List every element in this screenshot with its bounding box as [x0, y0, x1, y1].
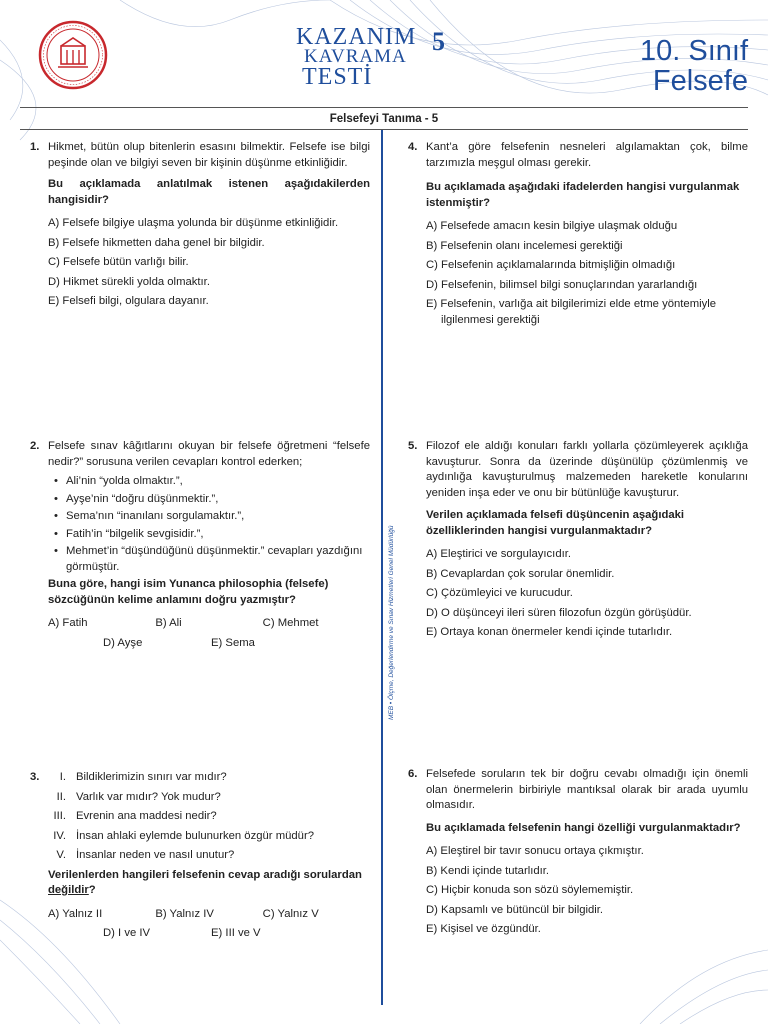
- option-d[interactable]: D) Hikmet sürekli yolda olmaktır.: [48, 275, 210, 288]
- question-6: [408, 767, 748, 942]
- statement: İnsanlar neden ve nasıl unutur?: [76, 849, 235, 861]
- option-b[interactable]: B) Yalnız IV: [155, 907, 214, 920]
- question-stem: Verilenlerden hangileri felsefenin cevap aradığı sorulardan değildir?: [48, 868, 362, 896]
- grade-subject: [640, 36, 748, 96]
- option-d[interactable]: D) Ayşe: [103, 636, 143, 649]
- question-number: 2.: [30, 440, 40, 452]
- question-text: Hikmet, bütün olup bitenlerin esasını bilmektir. Felsefe ise bilgi peşinde olan ve bilgiyi seven bir kişinin düşünme etkinliğidir.: [48, 141, 370, 169]
- bullet-item: • Sema’nın “inanılanı sorgulamaktır.”,: [48, 509, 370, 525]
- options: [48, 907, 370, 942]
- topic-title: Felsefeyi Tanıma - 5: [329, 113, 439, 125]
- header-rule-bottom: [20, 129, 748, 130]
- options: [426, 547, 748, 641]
- question-2: [30, 439, 370, 655]
- underlined-word: değildir: [48, 884, 89, 896]
- roman-numeral: II.: [56, 790, 66, 803]
- option-a[interactable]: A) Felsefe bilgiye ulaşma yolunda bir düşünme etkinliğidir.: [48, 217, 339, 229]
- question-text: Felsefede soruların tek bir doğru cevabı olmadığı için önemli olan önermelerin birbiriyle mantıksal olarak bir arada uyumlu olmasıdır.: [426, 768, 748, 811]
- option-c[interactable]: C) Çözümleyici ve kurucudur.: [426, 587, 573, 599]
- bullet-item: • Mehmet’in “düşündüğünü düşünmektir.” cevapları yazdığını görmüştür.: [48, 544, 370, 575]
- roman-numeral: V.: [56, 849, 66, 861]
- question-stem: Verilen açıklamada felsefi düşüncenin aşağıdaki özelliklerinden hangisi vurgulanmaktadır?: [426, 509, 685, 537]
- statement: Bildiklerimizin sınırı var mıdır?: [76, 771, 227, 783]
- option-d[interactable]: D) Kapsamlı ve bütüncül bir bilgidir.: [426, 903, 604, 916]
- question-text: Filozof ele aldığı konuları farklı yollarla çözümleyerek açıklığa kavuşturur. Sonra da üzerinde düşünülüp çözümlenmiş ve aydınlığa kavuşturulmuş malzemeden hareketle konularını yeniden inşa eder ve onu bir bütünlüğe kavuşturur.: [426, 440, 748, 499]
- option-c[interactable]: C) Felsefenin açıklamalarında bitmişliğin olmadığı: [426, 259, 676, 271]
- option-d[interactable]: D) I ve IV: [103, 927, 151, 939]
- grade-label: 10. Sınıf: [639, 35, 748, 67]
- question-number: 4.: [408, 141, 418, 153]
- question-number: 1.: [30, 141, 40, 153]
- subject-label: Felsefe: [652, 65, 748, 97]
- question-text: Felsefe sınav kâğıtlarını okuyan bir felsefe öğretmeni “felsefe nedir?” sorusuna verilen cevapları kontrol ederken;: [48, 440, 370, 468]
- question-number: 3.: [30, 771, 40, 783]
- question-4: [408, 140, 748, 332]
- option-e[interactable]: E) Kişisel ve özgündür.: [426, 923, 541, 935]
- option-d[interactable]: D) O düşünceyi ileri süren filozofun özgün görüşüdür.: [426, 606, 692, 619]
- option-e[interactable]: E) Felsefenin, varlığa ait bilgilerimizi elde etme yöntemiyle ilgilenmesi gerektiği: [426, 298, 717, 326]
- option-b[interactable]: B) Felsefe hikmetten daha genel bir bilgidir.: [48, 236, 265, 249]
- question-stem: Bu açıklamada felsefenin hangi özelliği vurgulanmaktadır?: [426, 821, 741, 834]
- option-b[interactable]: B) Kendi içinde tutarlıdır.: [426, 864, 550, 877]
- roman-numeral: I.: [59, 771, 66, 783]
- option-e[interactable]: E) Ortaya konan önermeler kendi içinde tutarlıdır.: [426, 626, 673, 638]
- ministry-seal-icon: [38, 20, 108, 90]
- question-stem: Buna göre, hangi isim Yunanca philosophia (felsefe) sözcüğünün kelime anlamını doğru yazmıştır?: [48, 578, 329, 606]
- question-5: [408, 439, 748, 645]
- question-number: 6.: [408, 768, 418, 780]
- logo-line3: TESTİ: [302, 64, 373, 88]
- question-1: [30, 140, 370, 314]
- option-a[interactable]: A) Fatih: [48, 617, 88, 629]
- option-c[interactable]: C) Yalnız V: [262, 907, 319, 920]
- header-rule-top: [20, 107, 748, 108]
- column-divider: [381, 130, 383, 1005]
- options: [48, 616, 370, 651]
- bullet-item: • Ayşe’nin “doğru düşünmektir.”,: [48, 492, 370, 508]
- bullet-item: • Fatih’in “bilgelik sevgisidir.”,: [48, 527, 370, 543]
- roman-numeral: IV.: [53, 829, 66, 842]
- option-e[interactable]: E) Felsefi bilgi, olgulara dayanır.: [48, 295, 209, 307]
- option-c[interactable]: C) Felsefe bütün varlığı bilir.: [48, 256, 189, 268]
- option-c[interactable]: C) Mehmet: [262, 617, 319, 629]
- question-stem: Bu açıklamada anlatılmak istenen aşağıdakilerden hangisidir?: [48, 178, 370, 206]
- question-number: 5.: [408, 440, 418, 452]
- option-d[interactable]: D) Felsefenin, bilimsel bilgi sonuçlarından yararlandığı: [426, 278, 698, 291]
- option-b[interactable]: B) Ali: [155, 617, 182, 629]
- statement: Varlık var mıdır? Yok mudur?: [76, 790, 221, 803]
- side-caption: MEB • Ölçme, Değerlendirme ve Sınav Hizmetleri Genel Müdürlüğü: [388, 525, 395, 720]
- option-b[interactable]: B) Cevaplardan çok sorular önemlidir.: [426, 567, 615, 580]
- option-e[interactable]: E) III ve V: [211, 927, 261, 939]
- option-e[interactable]: E) Sema: [211, 636, 255, 649]
- option-a[interactable]: A) Eleştirel bir tavır sonucu ortaya çıkmıştır.: [426, 845, 644, 857]
- question-stem: Bu açıklamada aşağıdaki ifadelerden hangisi vurgulanmak istenmiştir?: [426, 181, 740, 209]
- question-3: [30, 770, 370, 946]
- option-a[interactable]: A) Eleştirici ve sorgulayıcıdır.: [426, 548, 572, 560]
- options: [426, 219, 748, 328]
- option-a[interactable]: A) Yalnız II: [48, 907, 103, 920]
- logo-line2: KAVRAMA: [304, 46, 407, 67]
- option-b[interactable]: B) Felsefenin olanı incelemesi gerektiği: [426, 239, 623, 252]
- bullet-item: • Ali’nin “yolda olmaktır.”,: [48, 474, 370, 490]
- logo-line1: KAZANIM: [296, 24, 417, 50]
- roman-numeral: III.: [53, 810, 66, 822]
- statement: İnsan ahlaki eylemde bulunurken özgür müdür?: [76, 829, 315, 842]
- option-c[interactable]: C) Hiçbir konuda son sözü söylememiştir.: [426, 884, 634, 896]
- option-a[interactable]: A) Felsefede amacın kesin bilgiye ulaşmak olduğu: [426, 220, 678, 232]
- options: [48, 216, 370, 310]
- options: [426, 844, 748, 938]
- kazanim-kavrama-testi-logo: [296, 22, 466, 88]
- statement: Evrenin ana maddesi nedir?: [76, 810, 217, 822]
- test-number: 5: [432, 27, 445, 56]
- question-text: Kant’a göre felsefenin nesneleri algılamaktan çok, bilme tarzımızla meşgul olması gerekir.: [426, 141, 748, 169]
